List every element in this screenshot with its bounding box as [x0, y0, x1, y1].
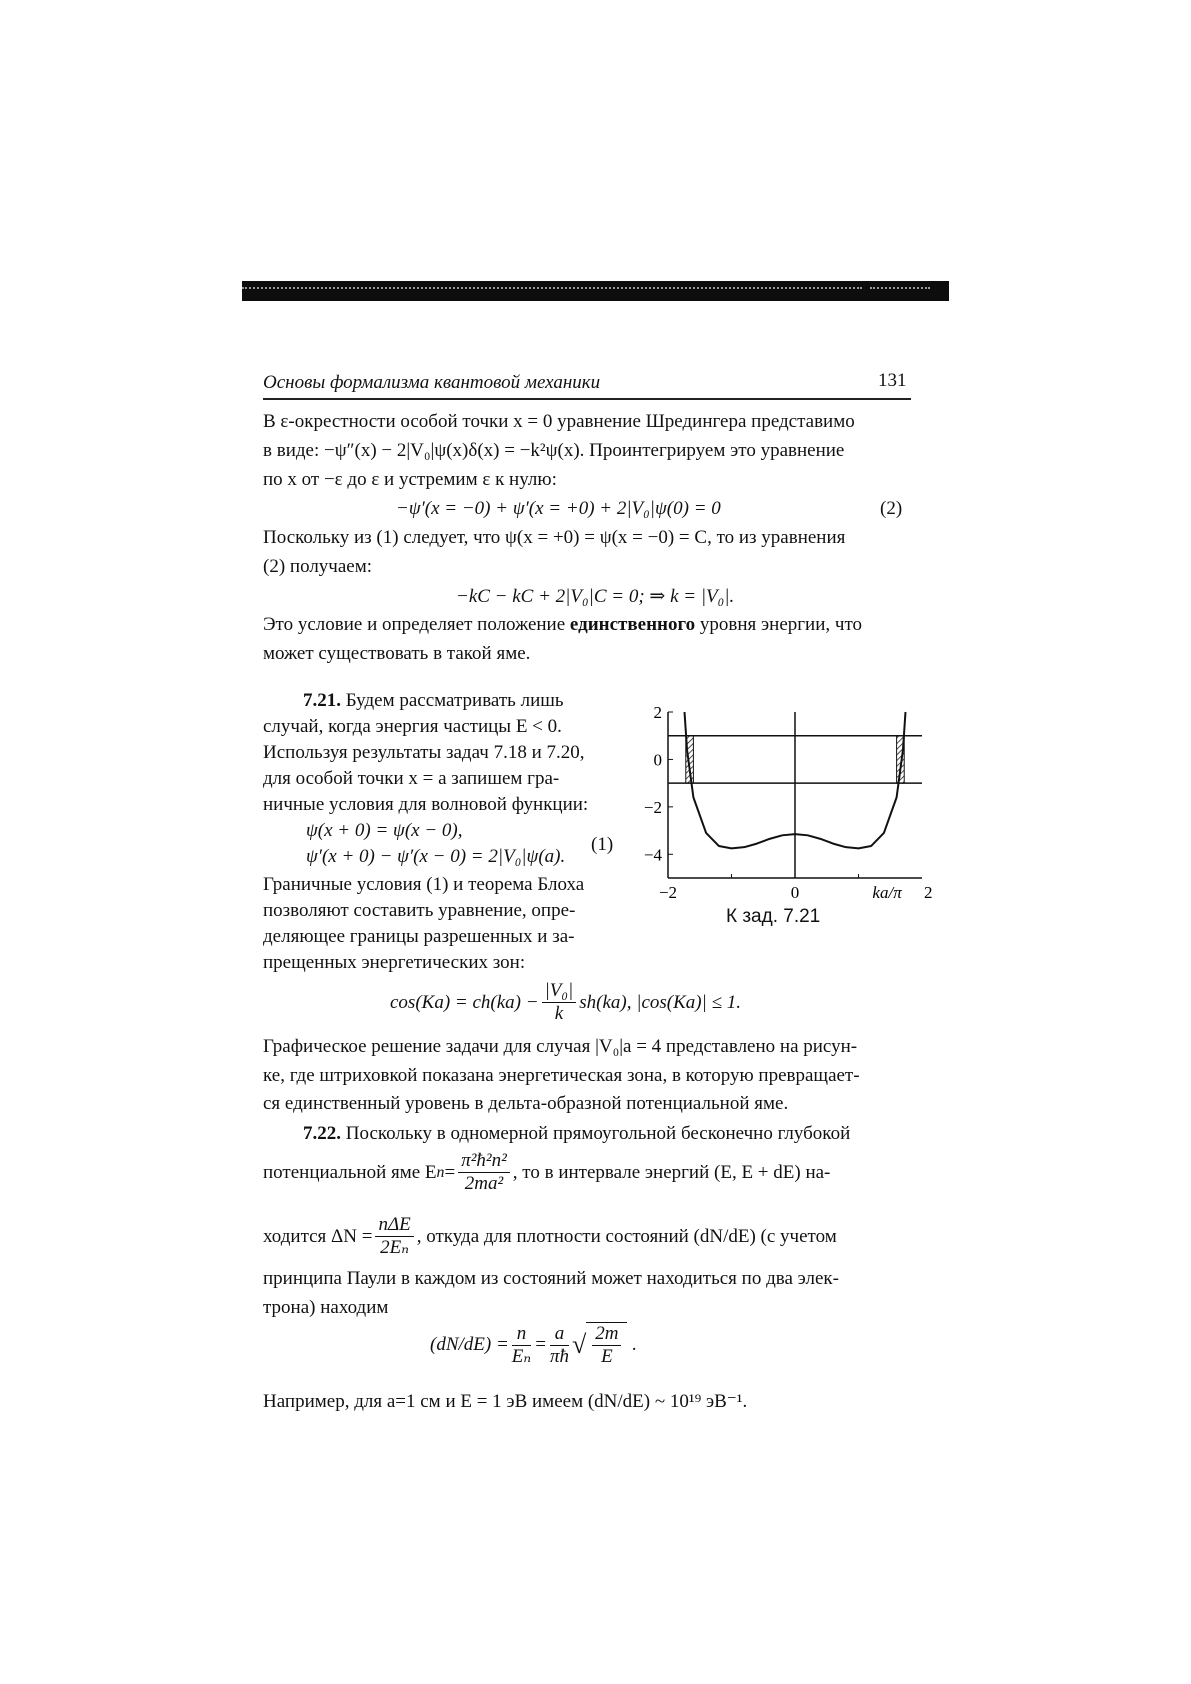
text-line: Используя результаты задач 7.18 и 7.20,: [263, 742, 585, 763]
y-tick-label: 0: [653, 750, 662, 770]
text-line: позволяют составить уравнение, опре-: [263, 900, 576, 921]
y-tick-label: 2: [653, 703, 662, 722]
bold-word: единственного: [569, 614, 696, 635]
running-title: Основы формализма квантовой механики: [263, 372, 601, 393]
problem-number: 7.22.: [303, 1123, 341, 1144]
boundary-condition-1: ψ(x + 0) = ψ(x − 0),: [306, 820, 463, 841]
top-bar-dots: [242, 287, 862, 289]
text-line: Например, для a=1 см и E = 1 эВ имеем (dN/dE) ~ 10¹⁹ эВ⁻¹.: [263, 1391, 748, 1412]
text-line: случай, когда энергия частицы E < 0.: [263, 716, 562, 737]
text-line: по x от −ε до ε и устремим ε к нулю:: [263, 469, 557, 490]
x-tick-label: 2: [924, 883, 933, 902]
sqrt-sign: √: [571, 1330, 587, 1359]
density-of-states-formula: (dN/dE) = $\frac{n}{\text{Eₙ}}$ = $\frac{a}{\pi ħ}$ √ $\frac{2m}{E}$ .: [430, 1322, 637, 1367]
top-bar-dots-right: [870, 287, 930, 289]
text-line: прещенных энергетических зон:: [263, 952, 526, 973]
text-line: Это условие и определяет положение единственного уровня энергии, что: [263, 614, 862, 635]
equation-number: (2): [880, 498, 903, 519]
band-structure-chart: [640, 690, 933, 930]
equation-number: (1): [591, 834, 614, 855]
text-line: ничные условия для волновой функции:: [263, 794, 589, 815]
fraction: $\frac{\text{π²ħ²n²}}{\text{2ma²}}$: [458, 1150, 510, 1195]
text-line: Поскольку из (1) следует, что ψ(x = +0) = ψ(x = −0) = C, то из уравнения: [263, 527, 846, 548]
text-line: В ε-окрестности особой точки x = 0 уравнение Шредингера представимо: [263, 411, 855, 432]
text-line: для особой точки x = a запишем гра-: [263, 768, 560, 789]
y-tick-label: −2: [643, 797, 662, 817]
problem-number: 7.21.: [303, 690, 341, 711]
y-tick-label: −4: [643, 845, 662, 865]
fraction: $\frac{n}{\text{Eₙ}}$: [511, 1322, 532, 1367]
text-line: (2) получаем:: [263, 556, 373, 577]
header-rule: [263, 398, 911, 400]
equation-3: −kC − kC + 2|V₀|C = 0; ⇒ k = |V₀|.: [456, 586, 735, 607]
sqrt-body: [586, 1322, 627, 1368]
fraction: $\frac{2m}{E}$: [592, 1323, 621, 1368]
fraction: $\frac{a}{\pi ħ}$: [549, 1322, 569, 1367]
problem-intro: 7.22. Поскольку в одномерной прямоугольной бесконечно глубокой: [303, 1123, 851, 1144]
fraction: $\frac{\text{|V₀|}}{k}$: [542, 980, 577, 1025]
x-tick-label: −2: [658, 883, 678, 902]
x-tick-label: ka/π: [872, 883, 902, 902]
figure-caption: К зад. 7.21: [726, 906, 821, 927]
text-line: в виде: −ψ″(x) − 2|V₀|ψ(x)δ(x) = −k²ψ(x). Проинтегрируем это уравнение: [263, 440, 845, 461]
page-number: 131: [878, 370, 907, 391]
text-line: Графическое решение задачи для случая |V₀|a = 4 представлено на рисун-: [263, 1036, 858, 1057]
text-line: может существовать в такой яме.: [263, 643, 531, 664]
text-line: ке, где штриховкой показана энергетическая зона, в которую превращает-: [263, 1065, 860, 1086]
top-decorative-bar: [242, 281, 949, 301]
delta-n-line: ходится ΔN = $\frac{\text{nΔE}}{\text{2Eₙ}}$ , откуда для плотности состояний (dN/dE) (с учетом: [263, 1214, 837, 1258]
x-tick-label: 0: [790, 883, 800, 902]
equation-2: −ψ′(x = −0) + ψ′(x = +0) + 2|V₀|ψ(0) = 0: [396, 498, 721, 519]
problem-intro: 7.21. Будем рассматривать лишь: [303, 690, 564, 711]
text-line: Граничные условия (1) и теорема Блоха: [263, 874, 585, 895]
text-line: трона) находим: [263, 1297, 389, 1318]
text-line: ся единственный уровень в дельта-образной потенциальной яме.: [263, 1093, 789, 1114]
text-line: принципа Паули в каждом из состояний может находиться по два элек-: [263, 1268, 839, 1289]
boundary-condition-2: ψ′(x + 0) − ψ′(x − 0) = 2|V₀|ψ(a).: [306, 846, 566, 867]
bloch-equation: cos(Ka) = ch(ka) − $\frac{\text{|V₀|}}{k}$ sh(ka), |cos(Ka)| ≤ 1.: [390, 980, 742, 1024]
energy-formula-line: потенциальной яме E n = $\frac{\text{π²ħ²n²}}{\text{2ma²}}$ , то в интервале энергий (E, E + dE) на-: [263, 1150, 831, 1194]
fraction: $\frac{\text{nΔE}}{\text{2Eₙ}}$: [375, 1214, 413, 1259]
text-line: деляющее границы разрешенных и за-: [263, 926, 575, 947]
